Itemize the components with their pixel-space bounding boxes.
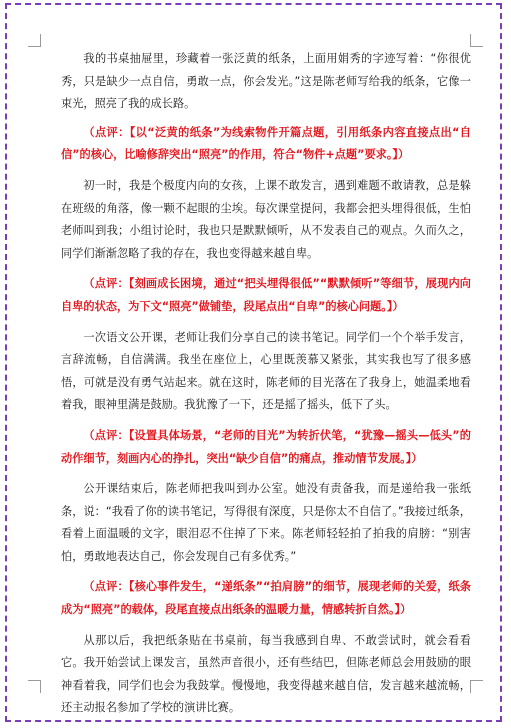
paragraph-note: 公开课结束后，陈老师把我叫到办公室。她没有责备我，而是递给我一张纸条，说：“我看了你的读书笔记，写得很有深度，只是你太不自信了。”我接过纸条，看着上面温暖的文字，眼泪忍不住掉了下来。陈老师轻轻拍了拍我的肩膀：“别害怕，勇敢地表达自己，你会发现自己有多优秀。” (61, 482, 471, 563)
paragraph-open-class: 一次语文公开课，老师让我们分享自己的读书笔记。同学们一个个举手发言，言辞流畅，自信满满。我坐在座位上，心里既羡慕又紧张，其实我也写了很多感悟，可就是没有勇气站起来。就在这时，陈老师的目光落在了我身上，她温柔地看着我，眼神里满是鼓励。我犹豫了一下，还是摇了摇头，低下了头。 (61, 330, 471, 412)
comment-note: （点评：【核心事件发生，“递纸条”“拍肩膀”的细节，展现老师的关爱，纸条成为“照亮”的载体，段尾直接点出纸条的温暖力量，情感转折自然。】） (61, 580, 471, 617)
paragraph-intro: 我的书桌抽屉里，珍藏着一张泛黄的纸条，上面用娟秀的字迹写着：“你很优秀，只是缺少一点自信，勇敢一点，你会发光。”这是陈老师写给我的纸条，它像一束光，照亮了我的成长路。 (61, 52, 471, 111)
comment-open-class: （点评：【设置具体场景，“老师的目光”为转折伏笔，“犹豫—摇头—低头”的动作细节，刻画内心的挣扎，突出“缺少自信”的痛点，推动情节发展。】） (61, 428, 471, 465)
crop-mark-bottom-right (470, 680, 483, 693)
crop-mark-top-right (470, 34, 483, 47)
document-body (61, 48, 471, 728)
comment-intro: （点评：【以“泛黄的纸条”为线索物件开篇点题，引用纸条内容直接点出“自信”的核心，比喻修辞突出“照亮”的作用，符合“物件+点题”要求。】） (61, 125, 471, 162)
crop-mark-bottom-left (28, 680, 41, 693)
paragraph-background: 初一时，我是个极度内向的女孩，上课不敢发言，遇到难题不敢请教，总是躲在班级的角落，像一颗不起眼的尘埃。每次课堂提问，我都会把头埋得很低，生怕老师叫到我；小组讨论时，我也只是默默倾听，从不发表自己的观点。久而久之，同学们渐渐忽略了我的存在，我也变得越来越自卑。 (61, 178, 471, 260)
comment-background: （点评：【刻画成长困境，通过“把头埋得很低”“默默倾听”等细节，展现内向自卑的状态，为下文“照亮”做铺垫，段尾点出“自卑”的核心问题。】） (61, 277, 471, 313)
paragraph-growth: 从那以后，我把纸条贴在书桌前，每当我感到自卑、不敢尝试时，就会看看它。我开始尝试上课发言，虽然声音很小，还有些结巴，但陈老师总会用鼓励的眼神看着我，同学们也会为我鼓掌。慢慢地，我变得越来越自信，发言越来越流畅，还主动报名参加了学校的演讲比赛。 (61, 633, 471, 715)
crop-mark-top-left (28, 34, 41, 47)
